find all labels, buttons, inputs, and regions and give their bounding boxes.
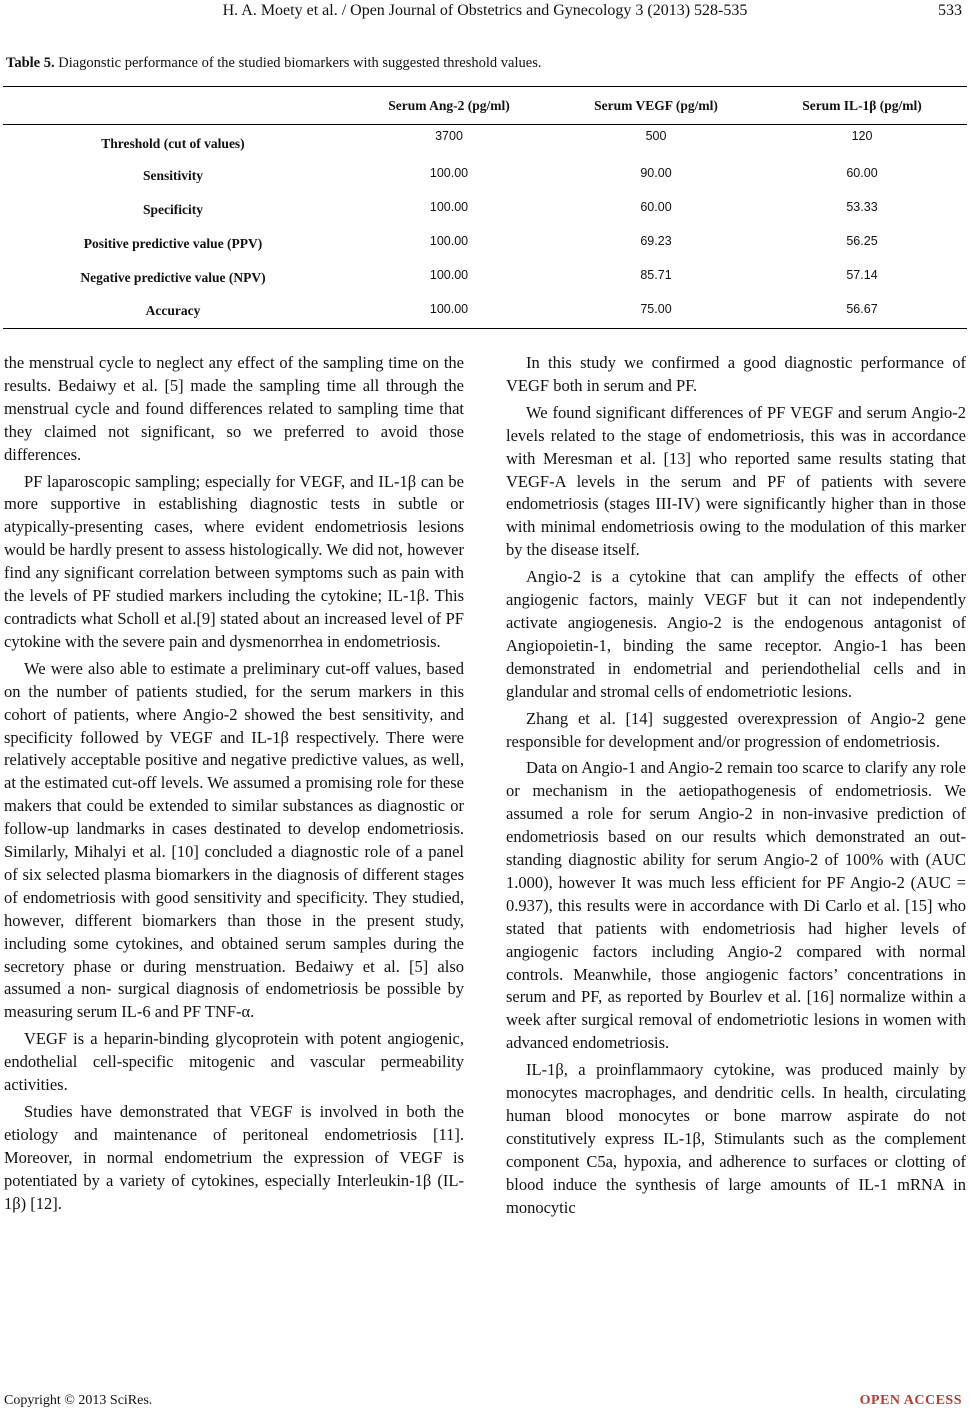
- paragraph: Zhang et al. [14] suggested overexpression of Angio-2 gene responsible for development and/or progression of endometriosis.: [506, 708, 966, 751]
- table-cell: 56.67: [757, 295, 967, 329]
- table-cell: 100.00: [343, 295, 555, 329]
- table-row: [3, 159, 967, 193]
- table-cell: 53.33: [846, 199, 878, 214]
- table-cell: 120: [851, 129, 873, 143]
- paragraph: the menstrual cycle to neglect any effect of the sampling time on the results. Bedaiwy et al. [5] made the sampling time all through the menstrual cycle and found differences related to sampling time that they claimed not significant, so we preferred to avoid those differences.: [4, 353, 464, 464]
- table-cell: 100.00: [429, 165, 469, 180]
- paragraph: IL-1β, a proinflammaory cytokine, was produced mainly by monocytes macrophages, and dendritic cells. In health, circulating human blood monocytes or bone marrow aspirate do not constitutively express IL-1β, Stimulants such as the complement component C5a, hypoxia, and adherence to surfaces or clotting of blood induce the synthesis of large amounts of IL-1 mRNA in monocytic: [506, 1060, 966, 1217]
- table-header-cell: Serum VEGF (pg/ml): [555, 87, 757, 125]
- row-label: Specificity: [143, 201, 203, 217]
- paragraph: VEGF is a heparin-binding glycoprotein with potent angiogenic, endothelial cell-specific mitogenic and vascular permeability activities.: [4, 1029, 464, 1095]
- open-access-label: OPEN ACCESS: [859, 1393, 962, 1408]
- table-caption-text: Diagonstic performance of the studied biomarkers with suggested threshold values.: [58, 55, 542, 71]
- table-header-cell: [3, 87, 343, 125]
- table-cell: 60.00: [640, 199, 672, 214]
- left-text-column: [4, 352, 464, 1220]
- table-row: [3, 261, 967, 295]
- row-label: Threshold (cut of values): [101, 135, 245, 151]
- table-cell: 100.00: [429, 199, 469, 214]
- table-cell: 500: [645, 129, 667, 143]
- row-label: Sensitivity: [142, 167, 203, 183]
- table-cell: 3700: [435, 129, 463, 143]
- table-header-cell: Serum IL-1β (pg/ml): [757, 87, 967, 125]
- table-cell: 100.00: [429, 233, 469, 248]
- row-label: Negative predictive value (NPV): [80, 269, 266, 285]
- biomarker-table: [3, 86, 967, 329]
- table-caption: [6, 55, 966, 72]
- paragraph: We were also able to estimate a preliminary cut-off values, based on the number of patients studied, for the serum markers in this cohort of patients, where Angio-2 showed the best sensitivity, and specificity followed by VEGF and IL-1β respectively. There were relatively acceptable positive and negative predictive values, as well, at the estimated cut-off levels. We assumed a promising role for these makers that could be extended to similar substances as diagnostic or follow-up landmarks in cases destinated to develop endometriosis. Similarly, Mihalyi et al. [10] concluded a diagnostic role of a panel of six selected plasma biomarkers in the diagnosis of different stages of endometriosis with good sensitivity and specificity. They studied, however, different biomarkers than those in the present study, including some cytokines, and obtained serum samples during the secretory phase or during menstruation. Bedaiwy et al. [5] also assumed a non- surgical diagnosis of endometriosis be possible by measuring serum IL-6 and PF TNF-α.: [4, 658, 464, 1022]
- running-title: H. A. Moety et al. / Open Journal of Obstetrics and Gynecology 3 (2013) 528-535: [222, 2, 748, 19]
- table-cell: 56.25: [846, 233, 878, 248]
- table-cell: 69.23: [640, 233, 672, 248]
- table-cell: 85.71: [640, 267, 672, 282]
- table-cell: 75.00: [555, 295, 757, 329]
- table-row: [3, 125, 967, 159]
- copyright-notice: Copyright © 2013 SciRes.: [4, 1393, 153, 1408]
- paragraph: In this study we confirmed a good diagnostic performance of VEGF both in serum and PF.: [506, 353, 966, 395]
- page-number: 533: [938, 2, 962, 19]
- paragraph: Studies have demonstrated that VEGF is involved in both the etiology and maintenance of peritoneal endometriosis [11]. Moreover, in normal endometrium the expression of VEGF is potentiated by a variety of cytokines, especially Interleukin-1β (IL-1β) [12].: [4, 1102, 464, 1213]
- row-label: Accuracy: [3, 295, 343, 329]
- right-text-column: [506, 352, 966, 1224]
- table-caption-label: Table 5.: [6, 55, 55, 71]
- row-label: Positive predictive value (PPV): [83, 235, 263, 251]
- table-cell: 60.00: [846, 165, 878, 180]
- paragraph: Data on Angio-1 and Angio-2 remain too scarce to clarify any role or mechanism in the aetiopathogenesis of endometriosis. We assumed a role for serum Angio-2 in non-invasive prediction of endometriosis based on our results which demonstrated an out-standing diagnostic ability for serum Angio-2 of 100% with (AUC 1.000), however It was much less efficient for PF Angio-2 (AUC = 0.937), this results were in accordance with Di Carlo et al. [15] who stated that patients with endometriosis had higher levels of angiogenic factors including Angio-2 compared with normal controls. Meanwhile, those angiogenic factors’ concentrations in serum and PF, as reported by Bourlev et al. [16] normalize within a week after surgical removal of endometriotic lesions in women with advanced endometriosis.: [506, 758, 966, 1053]
- page-footer: [0, 1393, 970, 1413]
- table-header-cell: Serum Ang-2 (pg/ml): [343, 87, 555, 125]
- running-header: [0, 2, 970, 24]
- table-row: [3, 193, 967, 227]
- paragraph: We found significant differences of PF VEGF and serum Angio-2 levels related to the stage of endometriosis, this was in accordance with Meresman et al. [13] who reported same results stating that VEGF-A levels in the serum and PF of patients with severe endometriosis (stages III-IV) were significantly higher than in those with minimal endometriosis owing to the modulation of this marker by the disease itself.: [506, 402, 966, 560]
- paragraph: Angio-2 is a cytokine that can amplify the effects of other angiogenic factors, mainly VEGF but it can not independently activate angiogenesis. Angio-2 is the endogenous antagonist of Angiopoietin-1, binding the same receptor. Angio-1 has been demonstrated in endometrial and periendothelial cells and in glandular and stromal cells of endometriotic lesions.: [506, 567, 966, 701]
- table-cell: 57.14: [846, 267, 878, 282]
- table-header-row: [3, 87, 967, 125]
- table-row: [3, 227, 967, 261]
- table-cell: 90.00: [640, 165, 672, 180]
- table-row: [3, 295, 967, 329]
- table-cell: 100.00: [429, 267, 469, 282]
- paragraph: PF laparoscopic sampling; especially for VEGF, and IL-1β can be more supportive in establishing diagnostic tests in subtle or atypically-presenting cases, where evident endometriosis lesions would be hardly present to assess histologically. We did not, however find any significant correlation between symptoms such as pain with the levels of PF studied markers including the cytokine; IL-1β. This contradicts what Scholl et al.[9] stated about an increased level of PF cytokine with the severe pain and dysmenorrhea in endometriosis.: [4, 471, 464, 651]
